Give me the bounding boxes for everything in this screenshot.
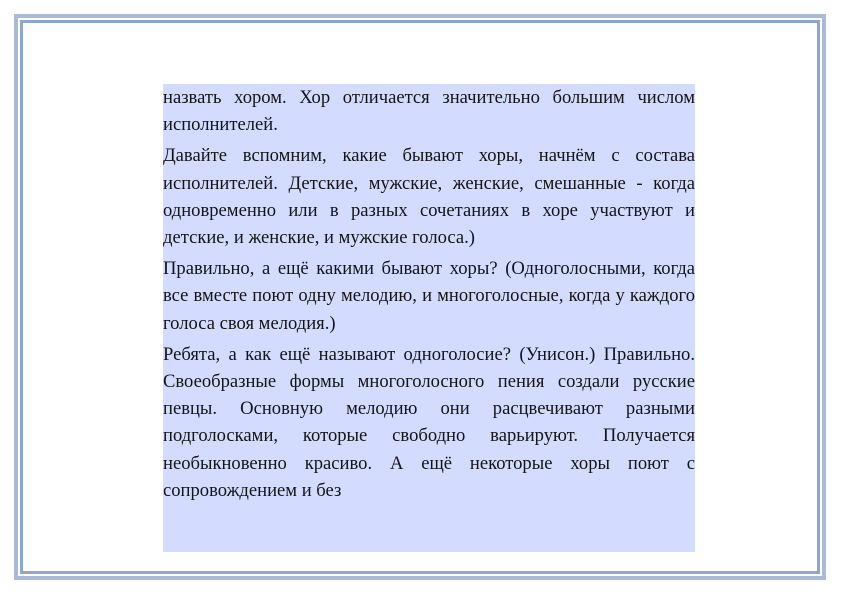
paragraph-2: Давайте вспомним, какие бывают хоры, начнём с состава исполнителей. Детские, мужские, женские, смешанные - когда одновременно или в разных сочетаниях в хоре участвуют и детские, и женские, и мужские голоса.)	[163, 145, 695, 249]
text-block	[163, 84, 695, 552]
paragraph-1: назвать хором. Хор отличается значительно большим числом исполнителей.	[163, 87, 695, 136]
paragraph-4: Ребята, а как ещё называют одноголосие? (Унисон.) Правильно. Своеобразные формы многоголосного пения создали русские певцы. Основную мелодию они расцвечивают разными подголосками, которые свободно варьируют. Получается необыкновенно красиво. А ещё некоторые хоры поют с сопровождением и без	[163, 343, 695, 501]
paragraph-3: Правильно, а ещё какими бывают хоры? (Одноголосными, когда все вместе поют одну мелодию, и многоголосные, когда у каждого голоса своя мелодия.)	[163, 258, 695, 334]
